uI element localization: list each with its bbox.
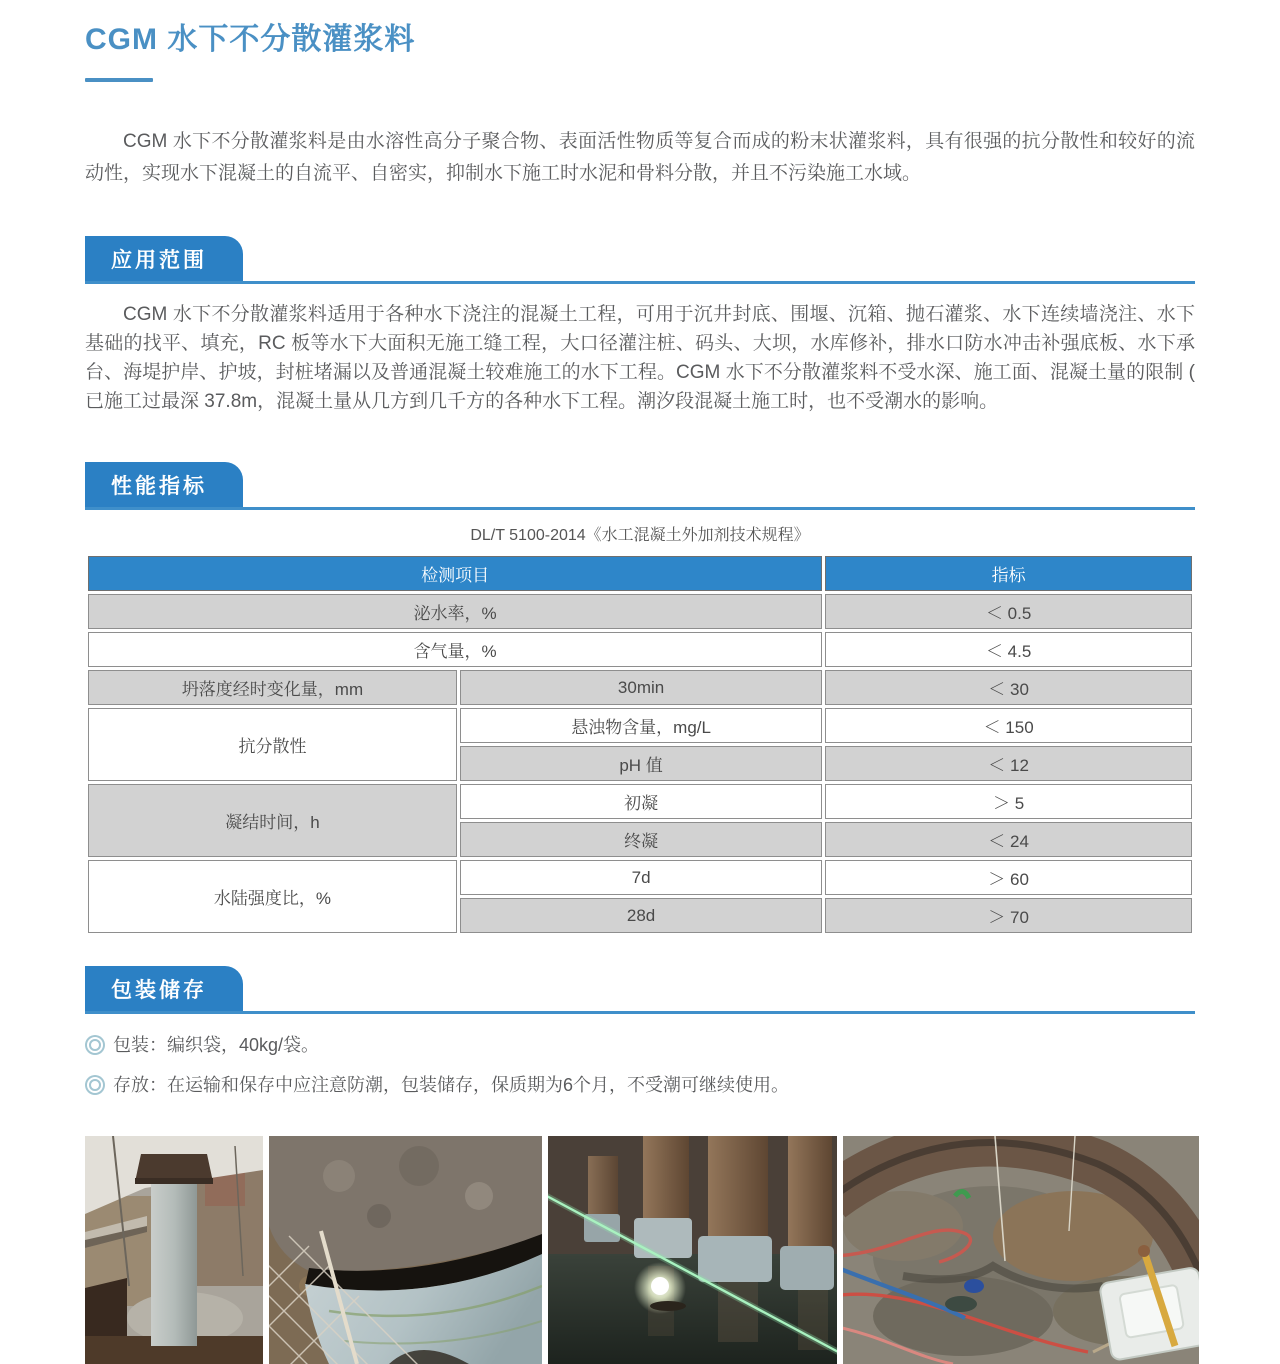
photo-pier-steel-jacket-closeup: [269, 1136, 542, 1364]
cell-sub: 悬浊物含量，mg/L: [460, 708, 822, 743]
photo-pile-formwork-column: [85, 1136, 263, 1364]
cell-value: ＜ 24: [825, 822, 1192, 857]
ring-bullet-icon: [89, 1079, 101, 1091]
cell-value: ＞ 60: [825, 860, 1192, 895]
photo-night-piers-laser: [548, 1136, 837, 1364]
cell-value: ＜ 30: [825, 670, 1192, 705]
cell-sub: 7d: [460, 860, 822, 895]
table-row: [88, 670, 1192, 705]
table-row: [88, 594, 1192, 629]
table-row: [88, 632, 1192, 667]
performance-table: [85, 553, 1195, 936]
cell-sub: pH 值: [460, 746, 822, 781]
list-item: [85, 1030, 1195, 1060]
cell-item: 凝结时间，h: [88, 784, 457, 857]
section-header-packaging: [85, 966, 1195, 1014]
performance-section-badge: 性能指标: [85, 462, 243, 507]
cell-sub: 28d: [460, 898, 822, 933]
standard-reference-caption: DL/T 5100-2014《水工混凝土外加剂技术规程》: [470, 527, 810, 544]
cell-value: ＜ 150: [825, 708, 1192, 743]
table-row: [88, 708, 1192, 743]
table-row: [88, 860, 1192, 895]
application-section-badge: 应用范围: [85, 236, 243, 281]
packaging-item-text: 存放：在运输和保存中应注意防潮，包装储存，保质期为6个月，不受潮可继续使用。: [113, 1075, 790, 1095]
ring-bullet-icon: [89, 1039, 101, 1051]
cell-sub: 30min: [460, 670, 822, 705]
header-cell-item: 检测项目: [88, 556, 822, 591]
cell-item: 抗分散性: [88, 708, 457, 781]
photo-caisson-topdown-cables: [843, 1136, 1199, 1364]
header-cell-index: 指标: [825, 556, 1192, 591]
cell-value: ＞ 5: [825, 784, 1192, 819]
cell-item: 泌水率，%: [88, 594, 822, 629]
packaging-item-text: 包装：编织袋，40kg/袋。: [113, 1035, 320, 1055]
cell-sub: 终凝: [460, 822, 822, 857]
cell-value: ＞ 70: [825, 898, 1192, 933]
cell-sub: 初凝: [460, 784, 822, 819]
project-photo-strip: [85, 1136, 1195, 1364]
list-item: [85, 1070, 1195, 1100]
cell-value: ＜ 12: [825, 746, 1192, 781]
cell-value: ＜ 4.5: [825, 632, 1192, 667]
section-header-performance: [85, 462, 1195, 510]
cell-item: 坍落度经时变化量，mm: [88, 670, 457, 705]
title-underline-dash: [85, 78, 153, 82]
cell-item: 含气量，%: [88, 632, 822, 667]
cell-value: ＜ 0.5: [825, 594, 1192, 629]
intro-paragraph: CGM 水下不分散灌浆料是由水溶性高分子聚合物、表面活性物质等复合而成的粉末状灌浆料，具有很强的抗分散性和较好的流动性，实现水下混凝土的自流平、自密实，抑制水下施工时水泥和骨料分散，并且不污染施工水域。: [85, 131, 1195, 184]
packaging-section-badge: 包装储存: [85, 966, 243, 1011]
table-row: [88, 784, 1192, 819]
packaging-list: [85, 1030, 1195, 1100]
section-header-application: [85, 236, 1195, 284]
cell-item: 水陆强度比，%: [88, 860, 457, 933]
application-paragraph: CGM 水下不分散灌浆料适用于各种水下浇注的混凝土工程，可用于沉井封底、围堰、沉箱、抛石灌浆、水下连续墙浇注、水下基础的找平、填充，RC 板等水下大面积无施工缝工程，大口径灌注桩、码头、大坝，水库修补，排水口防水冲击补强底板、水下承台、海堤护岸、护坡，封桩堵漏以及普通混凝土较难施工的水下工程。CGM 水下不分散灌浆料不受水深、施工面、混凝土量的限制 ( 已施工过最深 37.8m，混凝土量从几方到几千方的各种水下工程。潮汐段混凝土施工时，也不受潮水的影响。: [85, 304, 1195, 412]
page-title: CGM 水下不分散灌浆料: [85, 23, 416, 56]
table-header-row: [88, 556, 1192, 591]
